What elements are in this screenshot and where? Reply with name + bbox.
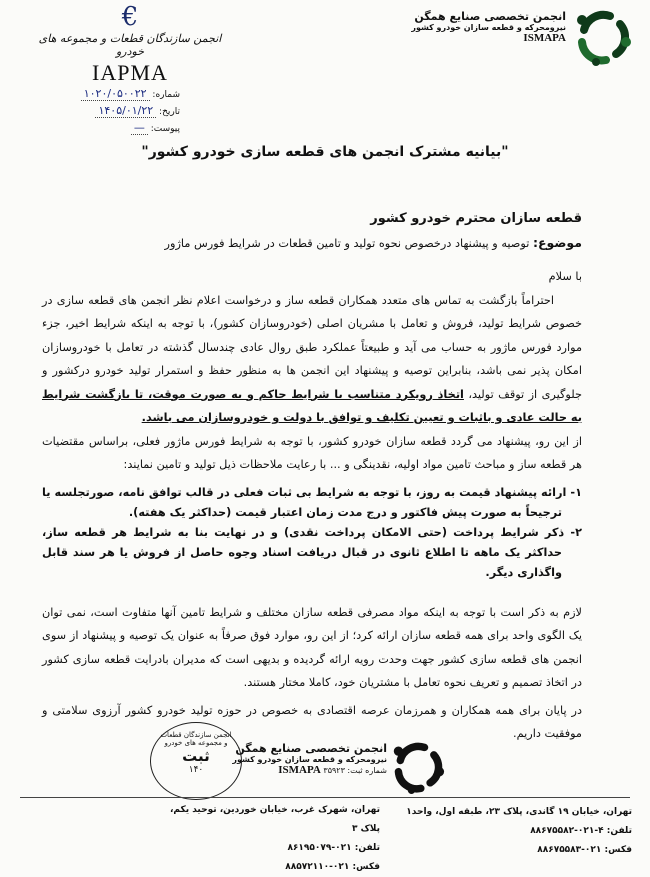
footer-divider: [20, 797, 630, 798]
ismapa-name: انجمن تخصصی صنایع همگن: [414, 10, 566, 23]
iapma-phone: تلفن: ۰۲۱-۸۶۱۹۵۰۷۹: [287, 843, 380, 853]
closing: در پایان برای همه همکاران و همرزمان عرصه اقتصادی به خصوص در حوزه تولید خودرو کشور آرزوی سلامتی و موفقیت داریم.: [42, 703, 582, 740]
ismapa-phone: تلفن: ۴-۰۲۱-۸۸۶۷۵۵۸۲: [530, 826, 632, 836]
greeting: با سلام: [548, 270, 582, 283]
iapma-address: تهران، شهرک غرب، خیابان خوردین، توحید یکم، پلاک ۳: [170, 805, 380, 834]
ismapa-fax: فکس: ۰۲۱-۸۸۶۷۵۵۸۳: [537, 845, 632, 855]
iapma-name: انجمن سازندگان قطعات و مجموعه های خودرو: [38, 32, 222, 58]
addressee: قطعه سازان محترم خودرو کشور: [370, 211, 582, 226]
letter-attachment: پیوست: —: [40, 120, 180, 137]
list-item-2: ۲- ذکر شرایط پرداخت (حتی الامکان پرداخت نقدی) و در نهایت بنا به شرایط هر قطعه ساز، حداکثر یک ماهه تا اطلاع ثانوی در قبال دریافت اسناد وجوه حاصل از فروش یا هر سند قابل واگذاری دیگر.: [42, 525, 582, 579]
ismapa-subtitle: نیرومحرکه و قطعه سازان خودرو کشور: [411, 23, 566, 32]
iapma-logo-icon: €: [121, 2, 139, 32]
paragraph-3: لازم به ذکر است با توجه به اینکه مواد مصرفی قطعه سازان مختلف و شرایط تامین آنها متفاوت است، نمی توان یک الگوی واحد برای همه قطعه سازان ارائه کرد؛ از این رو، موارد فوق صرفاً به عنوان یک توصیه و پیشنهاد از سوی انجمن های قطعه سازی کشور جهت وحدت رویه ارائه گردیده و بدیهی است که مدیران بادرایت قطعه سازی کشور در اتخاذ تصمیم و تعریف نحوه تعامل با مشتریان خود، کاملا مختار هستند.: [42, 605, 582, 689]
paragraph-1: احتراماً بازگشت به تماس های متعدد همکاران قطعه ساز و درخواست اعلام نظر انجمن های قطعه سازی در خصوص شرایط تولید، فروش و تعامل با مشریان اصلی (خودروسازان کشور)، با توجه به اینکه شرایط اخیر، جزء موارد فورس ماژور به حساب می آید و طبیعتاً عملکرد طبق روال عادی چندسال گذشته در تعامل با خودروسازان امکان پذیر نمی باشد، بنابراین توصیه و پیشنهاد این انجمن ها به منظور حفظ و استمرار تولید خودرو درکشور و جلوگیری از توقف تولید، اتخاذ رویکرد متناسب با شرایط حاکم و به صورت موقت، تا بازگشت شرایط به حالت عادی و باثبات و تعیین تکلیف و توافق با دولت و خودروسازان می باشد.: [42, 293, 582, 424]
letter-number: شماره: ۱۰۲۰/۰۵۰۰۲۲: [40, 86, 180, 103]
emphasis-text: اتخاذ رویکرد متناسب با شرایط حاکم و به صورت موقت، تا بازگشت شرایط به حالت عادی و باثبات و تعیین تکلیف و توافق با دولت و خودروسازان می باشد.: [42, 387, 582, 424]
ismapa-logo-icon: [391, 740, 445, 794]
letter-body: [42, 207, 582, 746]
iapma-letterhead: [30, 2, 230, 86]
ismapa-signature-block: انجمن تخصصی صنایع همگن نیرومحرکه و قطعه سازان خودرو کشور شماره ثبت: ۳۵۹۲۳ ISMAPA: [225, 740, 445, 795]
iapma-latin: IAPMA: [92, 60, 168, 85]
subject-line: موضوع: توصیه و پیشنهاد درخصوص نحوه تولید و تامین قطعات در شرایط فورس ماژور: [164, 234, 582, 250]
official-stamp: انجمن سازندگان قطعات و مجموعه های خودرو ثبت ۱۴۰: [150, 722, 242, 800]
letter-meta: [40, 86, 180, 137]
list-item-1: ۱- ارائه پیشنهاد قیمت به روز، با توجه به شرایط بی ثبات فعلی در قالب توافق نامه، صورتجلسه یا ترجیحاً به صورت پیش فاکتور و درج مدت زمان اعتبار قیمت (حداکثر یک هفته).: [42, 485, 582, 519]
document-title: "بیانیه مشترک انجمن های قطعه سازی خودرو کشور": [141, 144, 509, 160]
ismapa-logo-icon: [574, 8, 632, 66]
paragraph-2: از این رو، پیشنهاد می گردد قطعه سازان خودرو کشور، با توجه به شرایط فورس ماژور فعلی، براساس مقتضیات هر قطعه ساز و مباحث تامین مواد اولیه، نقدینگی و ... با رعایت ملاحظات ذیل تولید و تامین نمایند:: [42, 434, 582, 471]
ismapa-letterhead: [392, 4, 632, 68]
iapma-fax: فکس: ۰۲۱-۸۸۵۷۲۱۱۰: [285, 862, 380, 872]
ismapa-address: تهران، خیابان ۱۹ گاندی، پلاک ۲۳، طبقه اول، واحد۱: [406, 807, 632, 817]
ismapa-latin: ISMAPA: [523, 32, 566, 44]
iapma-contact: [160, 801, 380, 877]
letter-date: تاریخ: ۱۴۰۵/۰۱/۲۲: [40, 103, 180, 120]
